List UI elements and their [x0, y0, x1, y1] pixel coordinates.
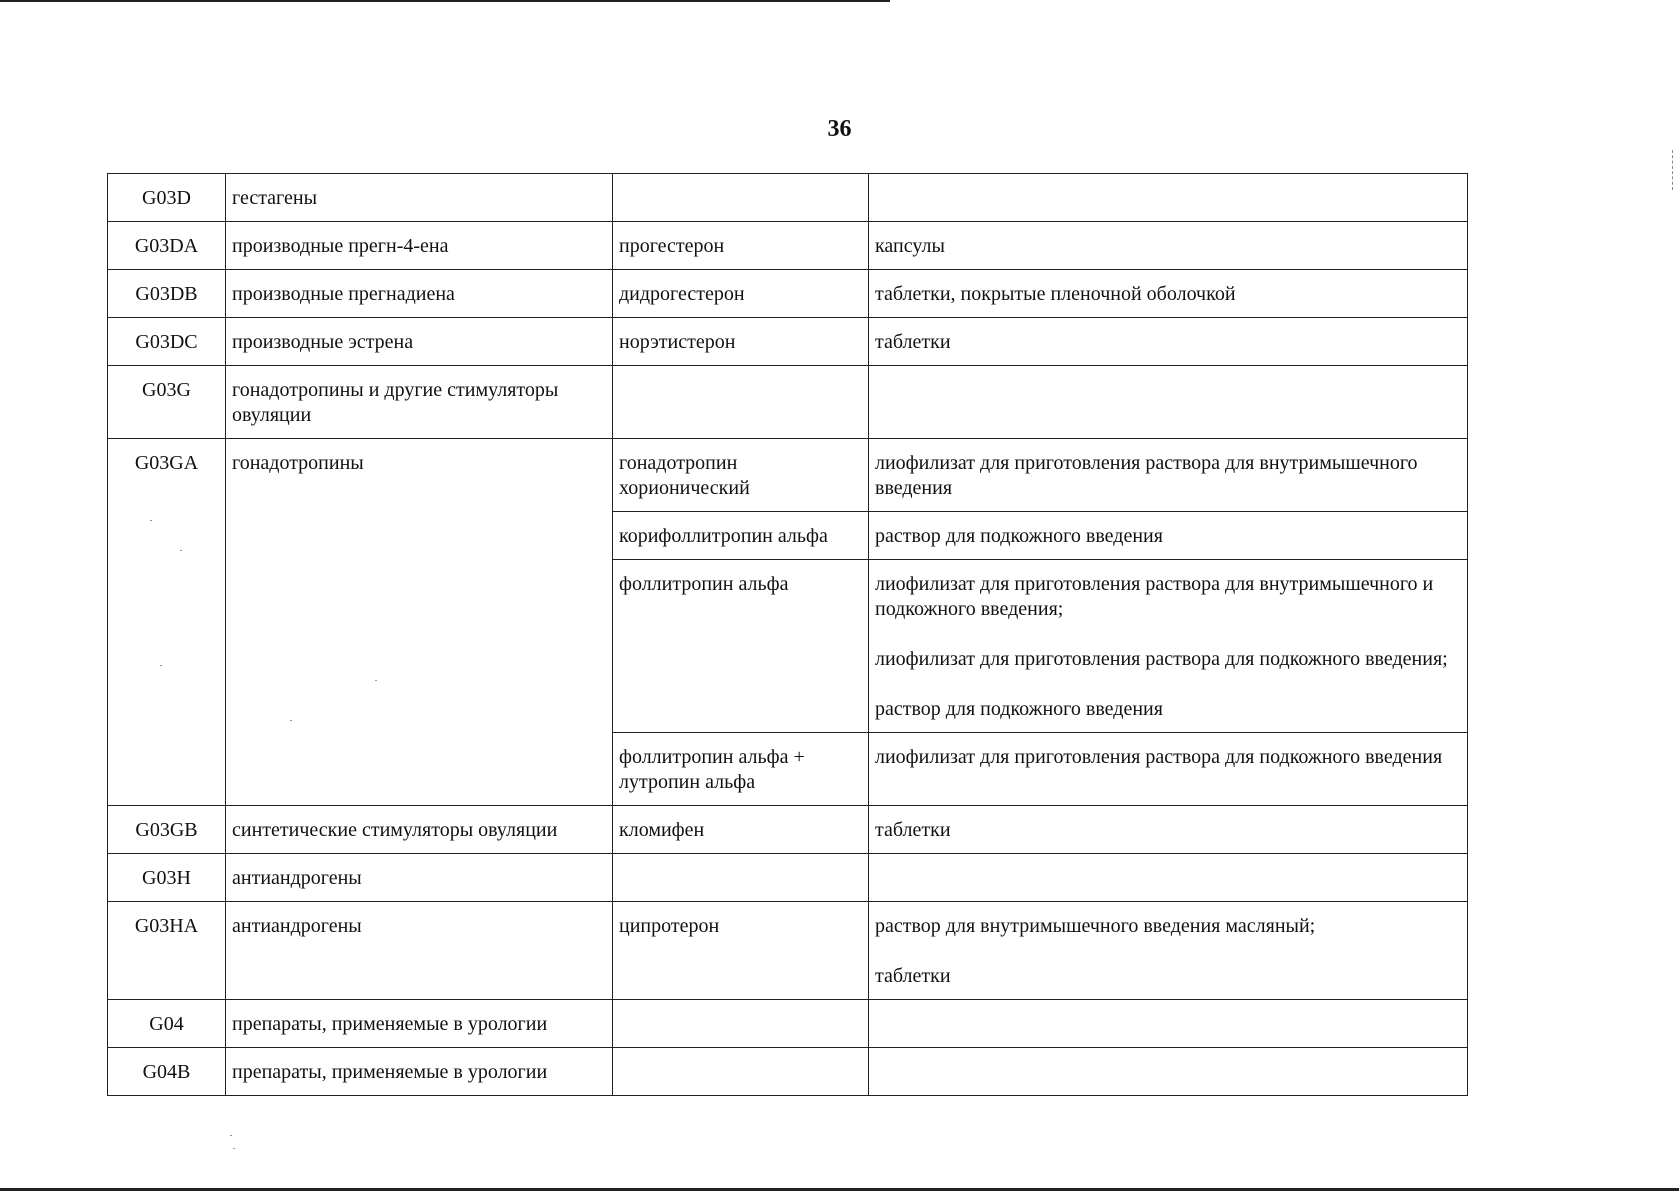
atc-code: G03G: [108, 366, 226, 439]
substance: [613, 366, 869, 439]
substance: дидрогестерон: [613, 270, 869, 318]
dosage-forms: [869, 560, 1468, 733]
table-row: [108, 806, 1468, 854]
dosage-forms: [869, 1000, 1468, 1048]
atc-code: G03HA: [108, 902, 226, 1000]
atc-group: производные прегн-4-ена: [226, 222, 613, 270]
dosage-form: раствор для подкожного введения: [875, 525, 1163, 547]
substance: фоллитропин альфа: [613, 560, 869, 733]
atc-group: производные прегнадиена: [226, 270, 613, 318]
dosage-form: таблетки, покрытые пленочной оболочкой: [875, 283, 1236, 305]
dosage-forms: [869, 512, 1468, 560]
substance: [613, 854, 869, 902]
table-row: [108, 222, 1468, 270]
top-scan-rule: [0, 0, 890, 2]
substance: корифоллитропин альфа: [613, 512, 869, 560]
atc-group: гонадотропины: [226, 439, 613, 806]
dosage-form: лиофилизат для приготовления раствора для подкожного введения;: [875, 648, 1448, 670]
form-spacer: [875, 672, 1461, 697]
substance: прогестерон: [613, 222, 869, 270]
dosage-forms: [869, 902, 1468, 1000]
substance: кломифен: [613, 806, 869, 854]
atc-group: гестагены: [226, 174, 613, 222]
page-number: 36: [827, 116, 852, 142]
dosage-form: раствор для внутримышечного введения масляный;: [875, 915, 1316, 937]
dosage-forms: [869, 174, 1468, 222]
atc-code: G04: [108, 1000, 226, 1048]
dosage-form: капсулы: [875, 235, 945, 257]
bottom-scan-rule: [0, 1188, 1679, 1191]
dosage-forms: [869, 270, 1468, 318]
dosage-form: лиофилизат для приготовления раствора для внутримышечного и подкожного введения;: [875, 573, 1434, 620]
substance: [613, 174, 869, 222]
substance: гонадотропин хорионический: [613, 439, 869, 512]
substance: норэтистерон: [613, 318, 869, 366]
dosage-forms: [869, 366, 1468, 439]
table-row: [108, 270, 1468, 318]
atc-group: антиандрогены: [226, 902, 613, 1000]
table-row: [108, 439, 1468, 512]
form-spacer: [875, 622, 1461, 647]
scan-speck: [230, 1135, 232, 1136]
atc-group: синтетические стимуляторы овуляции: [226, 806, 613, 854]
table-row: [108, 1000, 1468, 1048]
atc-group: производные эстрена: [226, 318, 613, 366]
dosage-forms: [869, 806, 1468, 854]
substance: фоллитропин альфа + лутропин альфа: [613, 733, 869, 806]
dosage-form: таблетки: [875, 819, 951, 841]
scan-speck: [180, 550, 182, 551]
scan-edge-marks: [1672, 150, 1675, 190]
dosage-forms: [869, 1048, 1468, 1096]
form-spacer: [875, 939, 1461, 964]
table-row: [108, 1048, 1468, 1096]
table-row: [108, 318, 1468, 366]
atc-code: G04B: [108, 1048, 226, 1096]
atc-code: G03DB: [108, 270, 226, 318]
table-row: [108, 854, 1468, 902]
substance: [613, 1000, 869, 1048]
atc-code: G03D: [108, 174, 226, 222]
scan-speck: [150, 520, 152, 521]
scan-speck: [375, 680, 377, 681]
dosage-form: лиофилизат для приготовления раствора для подкожного введения: [875, 746, 1443, 768]
atc-group: препараты, применяемые в урологии: [226, 1048, 613, 1096]
table-row: [108, 366, 1468, 439]
scan-speck: [233, 1148, 235, 1149]
scan-speck: [160, 665, 162, 666]
atc-code: G03GB: [108, 806, 226, 854]
dosage-forms: [869, 439, 1468, 512]
atc-group: препараты, применяемые в урологии: [226, 1000, 613, 1048]
atc-code: G03H: [108, 854, 226, 902]
table-row: [108, 902, 1468, 1000]
dosage-form: таблетки: [875, 965, 951, 987]
dosage-forms: [869, 318, 1468, 366]
substance: ципротерон: [613, 902, 869, 1000]
table-row: [108, 174, 1468, 222]
atc-code: G03DA: [108, 222, 226, 270]
substance: [613, 1048, 869, 1096]
atc-group: антиандрогены: [226, 854, 613, 902]
atc-group: гонадотропины и другие стимуляторы овуляции: [226, 366, 613, 439]
atc-code: G03GA: [108, 439, 226, 806]
dosage-form: раствор для подкожного введения: [875, 698, 1163, 720]
dosage-forms: [869, 222, 1468, 270]
atc-code: G03DC: [108, 318, 226, 366]
dosage-form: таблетки: [875, 331, 951, 353]
dosage-forms: [869, 733, 1468, 806]
dosage-forms: [869, 854, 1468, 902]
medication-table: [107, 173, 1468, 1096]
scan-speck: [290, 720, 292, 721]
dosage-form: лиофилизат для приготовления раствора для внутримышечного введения: [875, 452, 1418, 499]
